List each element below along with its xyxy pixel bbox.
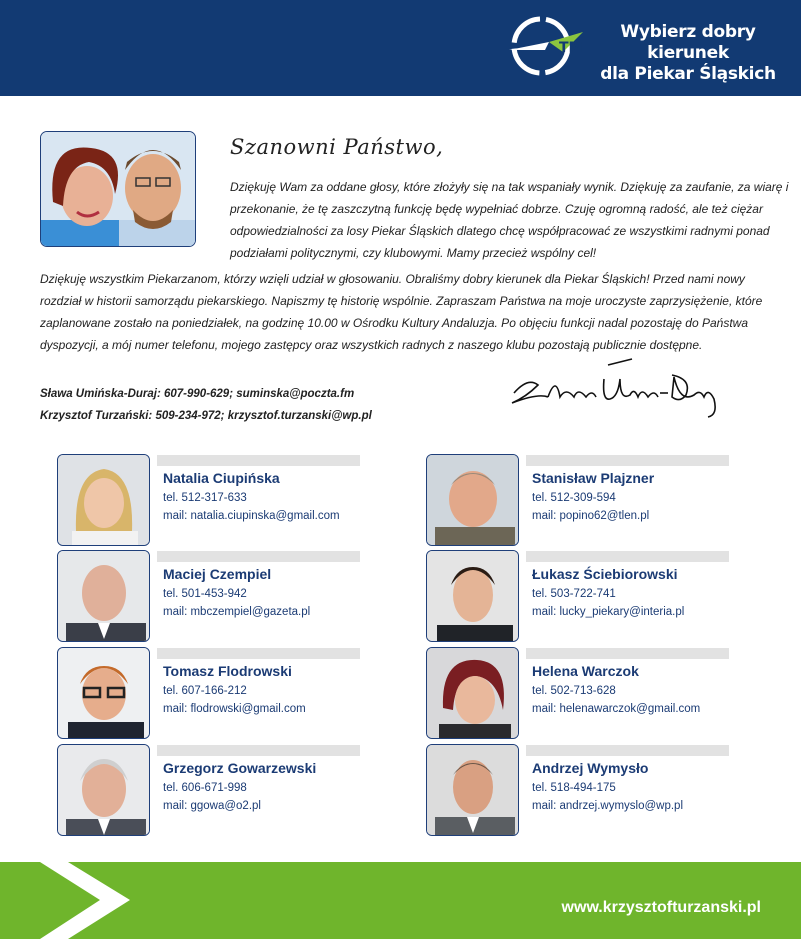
councillor-phone: tel. 512-309-594 bbox=[532, 492, 616, 504]
councillor-card bbox=[426, 647, 726, 741]
councillor-phone: tel. 501-453-942 bbox=[163, 588, 247, 600]
councillor-photo bbox=[426, 454, 519, 546]
contact-deputy: Krzysztof Turzański: 509-234-972; krzysztof.turzanski@wp.pl bbox=[40, 410, 372, 422]
councillor-phone: tel. 503-722-741 bbox=[532, 588, 616, 600]
councillor-email[interactable]: mail: popino62@tlen.pl bbox=[532, 510, 650, 522]
name-bar bbox=[526, 648, 729, 659]
candidates-photo bbox=[40, 131, 196, 247]
body-paragraph: Dziękuję wszystkim Piekarzanom, którzy wzięli udział w głosowaniu. Obraliśmy dobry kierunek dla Piekar Śląskich! Przed nami nowy rozdział w historii samorządu piekarskiego. Napiszmy tę historię wspólnie. Zapraszam Państwa na moje uroczyste zaprzysiężenie, które zaplanowane zostało na poniedziałek, na godzinę 10.00 w Ośrodku Kultury Andaluzja. Po objęciu funkcji nadal pozostaję do Państwa dyspozycji, a mój numer telefonu, mojego zastępcy oraz wszystkich radnych z naszego klubu pozostają publicznie dostępne. bbox=[40, 272, 763, 352]
councillor-card bbox=[426, 744, 726, 838]
councillor-name: Natalia Ciupińska bbox=[163, 470, 280, 486]
councillor-email[interactable]: mail: helenawarczok@gmail.com bbox=[532, 703, 701, 715]
councillor-email[interactable]: mail: ggowa@o2.pl bbox=[163, 800, 261, 812]
councillor-photo bbox=[57, 550, 150, 642]
footer-banner bbox=[0, 862, 801, 939]
name-bar bbox=[157, 551, 360, 562]
councillor-email[interactable]: mail: lucky_piekary@interia.pl bbox=[532, 606, 685, 618]
logo-monogram: TM bbox=[559, 40, 583, 56]
intro-paragraph: Dziękuję Wam za oddane głosy, które złożyły się na tak wspaniały wynik. Dziękuję za zaufanie, za wiarę i przekonanie, że tę zaszczytną funkcję będę wypełniać dobrze. Czuję ogromną radość, ale też ciężar odpowiedzialności za losy Piekar Śląskich dlatego chcę współpracować ze wszystkimi radnymi ponad podziałami politycznymi, czy klubowymi. Mamy przecież wspólny cel! bbox=[230, 180, 789, 260]
header-banner bbox=[0, 0, 801, 96]
councillor-phone: tel. 606-671-998 bbox=[163, 782, 247, 794]
salutation: Szanowni Państwo, bbox=[230, 135, 444, 159]
councillor-photo bbox=[57, 744, 150, 836]
councillor-email[interactable]: mail: flodrowski@gmail.com bbox=[163, 703, 306, 715]
name-bar bbox=[157, 648, 360, 659]
councillor-phone: tel. 502-713-628 bbox=[532, 685, 616, 697]
councillor-phone: tel. 607-166-212 bbox=[163, 685, 247, 697]
contact-mayor: Sława Umińska-Duraj: 607-990-629; suminska@poczta.fm bbox=[40, 388, 355, 400]
councillor-photo bbox=[57, 647, 150, 739]
councillor-card bbox=[57, 744, 357, 838]
councillor-photo bbox=[426, 744, 519, 836]
councillor-photo bbox=[426, 647, 519, 739]
councillor-email[interactable]: mail: andrzej.wymyslo@wp.pl bbox=[532, 800, 683, 812]
councillor-card bbox=[426, 550, 726, 644]
councillor-card bbox=[426, 454, 726, 548]
councillor-phone: tel. 512-317-633 bbox=[163, 492, 247, 504]
compass-logo-icon bbox=[505, 10, 585, 82]
councillor-name: Łukasz Ściebiorowski bbox=[532, 566, 678, 582]
arrow-chevron-icon bbox=[0, 862, 140, 939]
councillor-name: Maciej Czempiel bbox=[163, 566, 272, 582]
councillor-name: Andrzej Wymysło bbox=[532, 760, 649, 776]
name-bar bbox=[526, 455, 729, 466]
councillor-photo bbox=[426, 550, 519, 642]
councillor-photo bbox=[57, 454, 150, 546]
councillor-name: Stanisław Plajzner bbox=[532, 470, 655, 486]
handwritten-signature bbox=[508, 357, 728, 423]
website-link[interactable]: www.krzysztofturzanski.pl bbox=[561, 899, 761, 916]
name-bar bbox=[526, 551, 729, 562]
name-bar bbox=[157, 745, 360, 756]
name-bar bbox=[526, 745, 729, 756]
councillor-phone: tel. 518-494-175 bbox=[532, 782, 616, 794]
contacts-block bbox=[40, 383, 372, 427]
councillor-email[interactable]: mail: natalia.ciupinska@gmail.com bbox=[163, 510, 340, 522]
councillor-name: Grzegorz Gowarzewski bbox=[163, 760, 317, 776]
slogan-line-1: Wybierz dobry kierunek bbox=[620, 22, 756, 63]
councillor-name: Helena Warczok bbox=[532, 663, 639, 679]
slogan-line-2: dla Piekar Śląskich bbox=[600, 64, 776, 84]
name-bar bbox=[157, 455, 360, 466]
councillor-card bbox=[57, 647, 357, 741]
councillor-name: Tomasz Flodrowski bbox=[163, 663, 292, 679]
councillor-card bbox=[57, 454, 357, 548]
councillor-card bbox=[57, 550, 357, 644]
slogan bbox=[598, 22, 778, 85]
councillor-email[interactable]: mail: mbczempiel@gazeta.pl bbox=[163, 606, 311, 618]
